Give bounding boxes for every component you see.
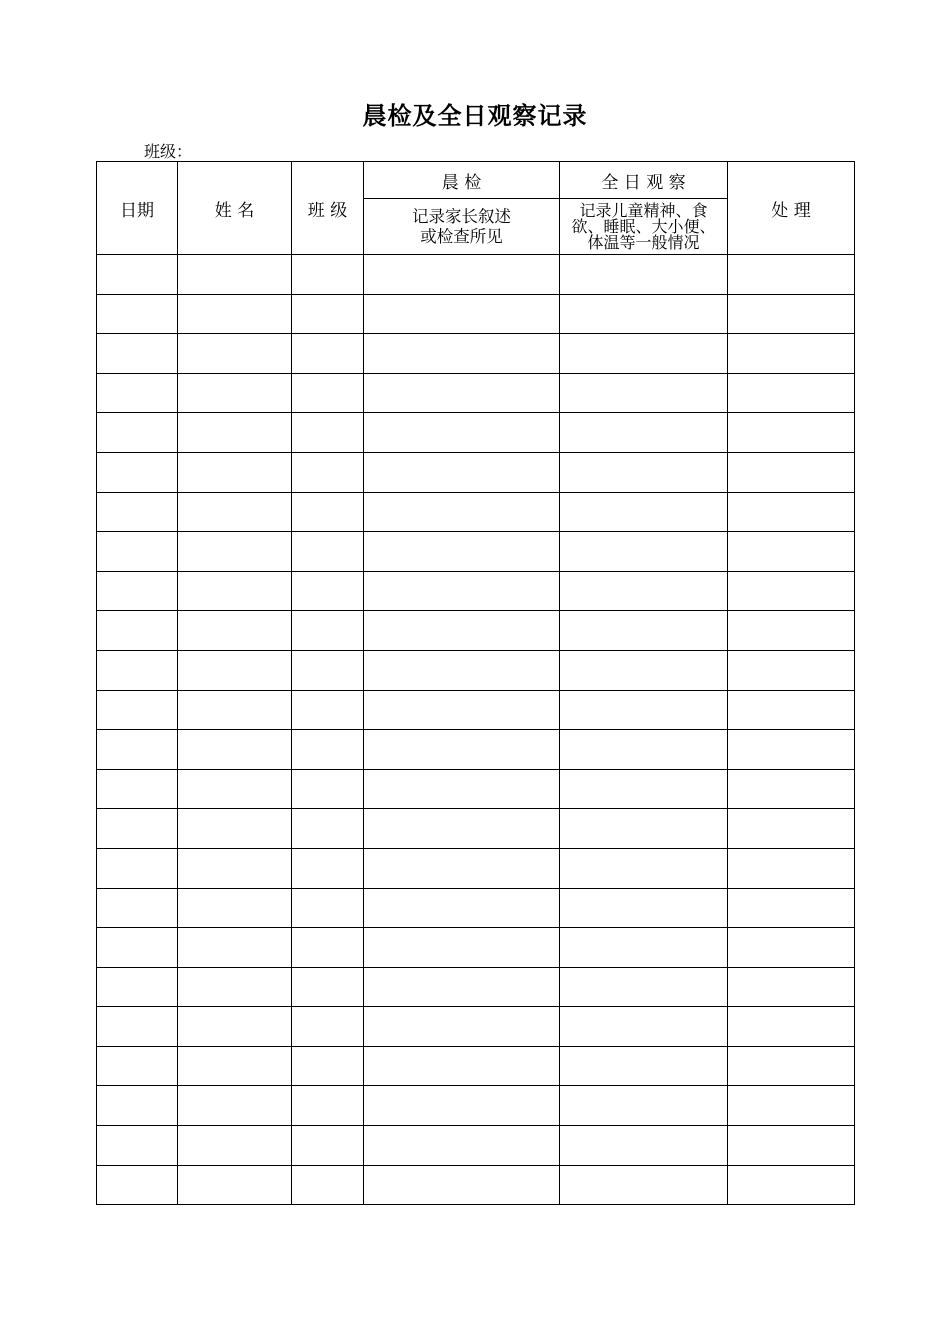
observation-cell[interactable] xyxy=(560,452,728,492)
table-row xyxy=(97,848,855,888)
handling-cell[interactable] xyxy=(728,928,855,968)
observation-cell[interactable] xyxy=(560,928,728,968)
name-cell[interactable] xyxy=(178,532,292,572)
morning-check-cell[interactable] xyxy=(364,611,560,651)
observation-cell[interactable] xyxy=(560,690,728,730)
table-header xyxy=(97,162,855,255)
table-row xyxy=(97,611,855,651)
table-row xyxy=(97,492,855,532)
subheader-observation-line1: 记录儿童精神、食 xyxy=(579,200,708,220)
table-row xyxy=(97,809,855,849)
morning-check-cell[interactable] xyxy=(364,571,560,611)
date-cell[interactable] xyxy=(97,334,178,374)
handling-cell[interactable] xyxy=(728,848,855,888)
header-handling: 处 理 xyxy=(728,162,855,255)
handling-cell[interactable] xyxy=(728,413,855,453)
morning-check-cell[interactable] xyxy=(364,255,560,295)
handling-cell[interactable] xyxy=(728,294,855,334)
observation-cell[interactable] xyxy=(560,413,728,453)
subheader-observation-line3: 体温等一般情况 xyxy=(587,232,700,252)
name-cell[interactable] xyxy=(178,650,292,690)
morning-check-cell[interactable] xyxy=(364,888,560,928)
morning-check-cell[interactable] xyxy=(364,730,560,770)
date-cell[interactable] xyxy=(97,809,178,849)
morning-check-cell[interactable] xyxy=(364,690,560,730)
observation-record-table xyxy=(96,161,855,1205)
class-cell[interactable] xyxy=(292,492,364,532)
morning-check-cell[interactable] xyxy=(364,650,560,690)
name-cell[interactable] xyxy=(178,809,292,849)
observation-cell[interactable] xyxy=(560,888,728,928)
date-cell[interactable] xyxy=(97,373,178,413)
class-cell[interactable] xyxy=(292,334,364,374)
subheader-morning-check-line1: 记录家长叙述 xyxy=(412,206,511,226)
observation-cell[interactable] xyxy=(560,492,728,532)
class-cell[interactable] xyxy=(292,809,364,849)
date-cell[interactable] xyxy=(97,848,178,888)
morning-check-cell[interactable] xyxy=(364,769,560,809)
date-cell[interactable] xyxy=(97,730,178,770)
observation-cell[interactable] xyxy=(560,334,728,374)
name-cell[interactable] xyxy=(178,769,292,809)
header-morning-check: 晨 检 xyxy=(364,162,560,199)
observation-cell[interactable] xyxy=(560,1046,728,1086)
handling-cell[interactable] xyxy=(728,888,855,928)
table-row xyxy=(97,334,855,374)
date-cell[interactable] xyxy=(97,1126,178,1166)
handling-cell[interactable] xyxy=(728,1007,855,1047)
subheader-observation-line2: 欲、睡眠、大小便、 xyxy=(571,216,716,236)
table-row xyxy=(97,928,855,968)
header-full-day-observation: 全 日 观 察 xyxy=(560,162,728,199)
observation-cell[interactable] xyxy=(560,373,728,413)
observation-cell[interactable] xyxy=(560,1165,728,1205)
observation-cell[interactable] xyxy=(560,294,728,334)
name-cell[interactable] xyxy=(178,1086,292,1126)
class-cell[interactable] xyxy=(292,967,364,1007)
date-cell[interactable] xyxy=(97,1007,178,1047)
handling-cell[interactable] xyxy=(728,532,855,572)
table-row xyxy=(97,452,855,492)
header-class: 班 级 xyxy=(292,162,364,255)
handling-cell[interactable] xyxy=(728,611,855,651)
name-cell[interactable] xyxy=(178,1165,292,1205)
page-title: 晨检及全日观察记录 xyxy=(362,101,588,130)
date-cell[interactable] xyxy=(97,769,178,809)
morning-check-cell[interactable] xyxy=(364,848,560,888)
table-body xyxy=(97,255,855,1205)
observation-cell[interactable] xyxy=(560,532,728,572)
class-cell[interactable] xyxy=(292,690,364,730)
class-cell[interactable] xyxy=(292,1007,364,1047)
date-cell[interactable] xyxy=(97,611,178,651)
class-cell[interactable] xyxy=(292,452,364,492)
observation-cell[interactable] xyxy=(560,611,728,651)
name-cell[interactable] xyxy=(178,492,292,532)
date-cell[interactable] xyxy=(97,650,178,690)
name-cell[interactable] xyxy=(178,294,292,334)
name-cell[interactable] xyxy=(178,413,292,453)
table-row xyxy=(97,650,855,690)
morning-check-cell[interactable] xyxy=(364,1165,560,1205)
class-cell[interactable] xyxy=(292,1046,364,1086)
morning-check-cell[interactable] xyxy=(364,413,560,453)
date-cell[interactable] xyxy=(97,571,178,611)
class-cell[interactable] xyxy=(292,255,364,295)
subheader-observation xyxy=(560,199,728,255)
name-cell[interactable] xyxy=(178,571,292,611)
morning-check-cell[interactable] xyxy=(364,1086,560,1126)
class-cell[interactable] xyxy=(292,1126,364,1166)
observation-cell[interactable] xyxy=(560,848,728,888)
name-cell[interactable] xyxy=(178,373,292,413)
subheader-morning-check xyxy=(364,199,560,255)
morning-check-cell[interactable] xyxy=(364,294,560,334)
morning-check-cell[interactable] xyxy=(364,1126,560,1166)
handling-cell[interactable] xyxy=(728,373,855,413)
class-cell[interactable] xyxy=(292,1086,364,1126)
table-row xyxy=(97,1046,855,1086)
handling-cell[interactable] xyxy=(728,452,855,492)
name-cell[interactable] xyxy=(178,928,292,968)
class-cell[interactable] xyxy=(292,1165,364,1205)
table-row xyxy=(97,769,855,809)
name-cell[interactable] xyxy=(178,611,292,651)
handling-cell[interactable] xyxy=(728,492,855,532)
date-cell[interactable] xyxy=(97,1086,178,1126)
handling-cell[interactable] xyxy=(728,571,855,611)
handling-cell[interactable] xyxy=(728,769,855,809)
date-cell[interactable] xyxy=(97,1165,178,1205)
date-cell[interactable] xyxy=(97,413,178,453)
table-row xyxy=(97,373,855,413)
observation-cell[interactable] xyxy=(560,1126,728,1166)
name-cell[interactable] xyxy=(178,334,292,374)
class-cell[interactable] xyxy=(292,611,364,651)
handling-cell[interactable] xyxy=(728,255,855,295)
date-cell[interactable] xyxy=(97,532,178,572)
name-cell[interactable] xyxy=(178,1126,292,1166)
observation-cell[interactable] xyxy=(560,571,728,611)
class-cell[interactable] xyxy=(292,769,364,809)
table-row xyxy=(97,255,855,295)
header-name: 姓 名 xyxy=(178,162,292,255)
handling-cell[interactable] xyxy=(728,690,855,730)
name-cell[interactable] xyxy=(178,730,292,770)
handling-cell[interactable] xyxy=(728,1126,855,1166)
table-row xyxy=(97,532,855,572)
table-row xyxy=(97,413,855,453)
table-row xyxy=(97,690,855,730)
name-cell[interactable] xyxy=(178,848,292,888)
observation-cell[interactable] xyxy=(560,730,728,770)
morning-check-cell[interactable] xyxy=(364,532,560,572)
class-cell[interactable] xyxy=(292,571,364,611)
table-row xyxy=(97,730,855,770)
table-row xyxy=(97,967,855,1007)
table-row xyxy=(97,1126,855,1166)
table-row xyxy=(97,1086,855,1126)
morning-check-cell[interactable] xyxy=(364,967,560,1007)
observation-cell[interactable] xyxy=(560,255,728,295)
table-row xyxy=(97,571,855,611)
name-cell[interactable] xyxy=(178,255,292,295)
class-cell[interactable] xyxy=(292,848,364,888)
handling-cell[interactable] xyxy=(728,1086,855,1126)
observation-cell[interactable] xyxy=(560,1007,728,1047)
handling-cell[interactable] xyxy=(728,967,855,1007)
morning-check-cell[interactable] xyxy=(364,809,560,849)
name-cell[interactable] xyxy=(178,690,292,730)
class-cell[interactable] xyxy=(292,294,364,334)
morning-check-cell[interactable] xyxy=(364,1046,560,1086)
date-cell[interactable] xyxy=(97,928,178,968)
date-cell[interactable] xyxy=(97,255,178,295)
name-cell[interactable] xyxy=(178,967,292,1007)
class-cell[interactable] xyxy=(292,373,364,413)
table-row xyxy=(97,888,855,928)
morning-check-cell[interactable] xyxy=(364,373,560,413)
subheader-morning-check-line2: 或检查所见 xyxy=(420,226,503,246)
table-row xyxy=(97,294,855,334)
observation-cell[interactable] xyxy=(560,967,728,1007)
date-cell[interactable] xyxy=(97,967,178,1007)
handling-cell[interactable] xyxy=(728,1046,855,1086)
class-label: 班级： xyxy=(144,142,193,161)
observation-cell[interactable] xyxy=(560,769,728,809)
handling-cell[interactable] xyxy=(728,809,855,849)
morning-check-cell[interactable] xyxy=(364,452,560,492)
observation-cell[interactable] xyxy=(560,1086,728,1126)
date-cell[interactable] xyxy=(97,690,178,730)
header-date: 日期 xyxy=(97,162,178,255)
handling-cell[interactable] xyxy=(728,650,855,690)
class-cell[interactable] xyxy=(292,532,364,572)
class-cell[interactable] xyxy=(292,413,364,453)
class-cell[interactable] xyxy=(292,730,364,770)
date-cell[interactable] xyxy=(97,452,178,492)
observation-cell[interactable] xyxy=(560,809,728,849)
handling-cell[interactable] xyxy=(728,334,855,374)
handling-cell[interactable] xyxy=(728,1165,855,1205)
morning-check-cell[interactable] xyxy=(364,492,560,532)
class-cell[interactable] xyxy=(292,888,364,928)
handling-cell[interactable] xyxy=(728,730,855,770)
table-row xyxy=(97,1165,855,1205)
name-cell[interactable] xyxy=(178,1046,292,1086)
name-cell[interactable] xyxy=(178,888,292,928)
date-cell[interactable] xyxy=(97,888,178,928)
morning-check-cell[interactable] xyxy=(364,1007,560,1047)
observation-cell[interactable] xyxy=(560,650,728,690)
date-cell[interactable] xyxy=(97,492,178,532)
morning-check-cell[interactable] xyxy=(364,334,560,374)
name-cell[interactable] xyxy=(178,1007,292,1047)
morning-check-cell[interactable] xyxy=(364,928,560,968)
date-cell[interactable] xyxy=(97,294,178,334)
name-cell[interactable] xyxy=(178,452,292,492)
date-cell[interactable] xyxy=(97,1046,178,1086)
class-cell[interactable] xyxy=(292,928,364,968)
class-cell[interactable] xyxy=(292,650,364,690)
table-row xyxy=(97,1007,855,1047)
